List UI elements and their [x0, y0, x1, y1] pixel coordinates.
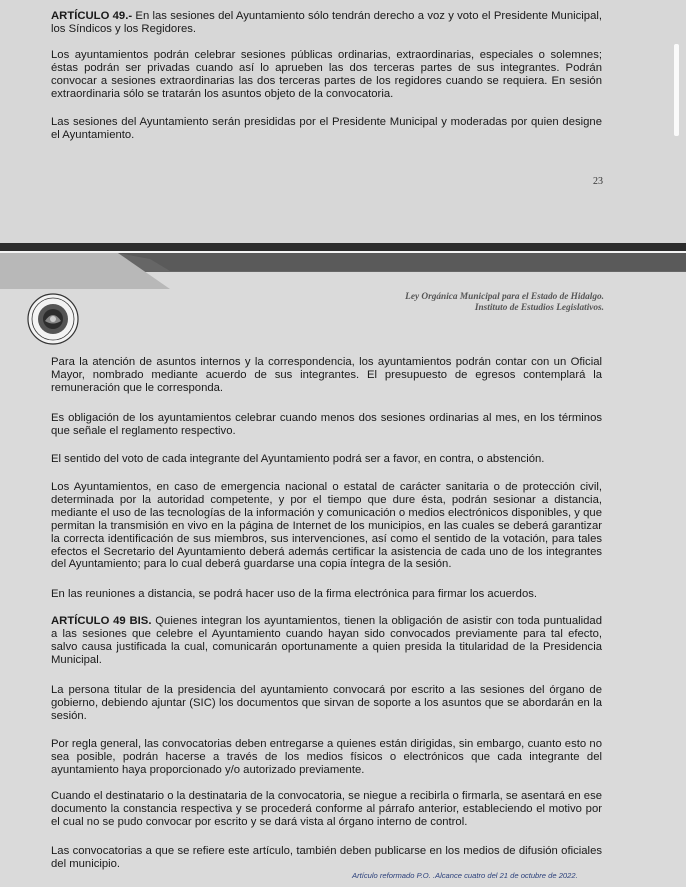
destinatario-paragraph: [51, 790, 602, 829]
page-number: 23: [593, 176, 603, 187]
page-divider-dark-strip: [0, 243, 686, 251]
firma-text: En las reuniones a distancia, se podrá hacer uso de la firma electrónica para firmar los acuerdos.: [51, 588, 538, 600]
firma-paragraph: [51, 588, 602, 601]
reform-footnote: Artículo reformado P.O. .Alcance cuatro del 21 de octubre de 2022.: [352, 871, 578, 880]
publicarse-paragraph: [51, 845, 602, 871]
header-law-title: Ley Orgánica Municipal para el Estado de Hidalgo.: [405, 292, 604, 302]
article-49-heading: ARTÍCULO 49.-: [51, 10, 133, 22]
article-49bis-heading: ARTÍCULO 49 BIS.: [51, 615, 152, 627]
regla-text: Por regla general, las convocatorias deben entregarse a quienes están dirigidas, sin embargo, cuanto esto no sea posible, podrán hacerse a través de los medios físicos o electrónicos que cada integrante del ayuntamiento haya proporcionado y/o autorizado previamente.: [51, 738, 602, 776]
article-49-paragraph: [51, 10, 602, 36]
header-institute: Instituto de Estudios Legislativos.: [474, 303, 604, 313]
page-divider-shape: [0, 253, 686, 289]
titular-paragraph: [51, 684, 602, 723]
sessions-text: Los ayuntamientos podrán celebrar sesiones públicas ordinarias, extraordinarias, especiales o solemnes; éstas podrán ser privadas cuando así lo aprueben las dos terceras partes de sus integrantes. Podrán convocar a sesiones extraordinarias las dos terceras partes de los regidores cuando se requiera. En sesión extraordinaria sólo se tratarán los asuntos objeto de la convocatoria.: [51, 49, 602, 100]
sessions-paragraph: [51, 49, 602, 101]
presided-text: Las sesiones del Ayuntamiento serán presididas por el Presidente Municipal y moderadas por quien designe el Ayuntamiento.: [51, 116, 602, 141]
document-header: [405, 292, 604, 314]
obligacion-paragraph: [51, 412, 602, 438]
emergencia-paragraph: [51, 481, 602, 571]
regla-paragraph: [51, 738, 602, 777]
voto-paragraph: [51, 453, 602, 466]
titular-text: La persona titular de la presidencia del ayuntamiento convocará por escrito a las sesiones del órgano de gobierno, debiendo ajuntar (SIC) los documentos que sirvan de soporte a los asuntos que se abordarán en la sesión.: [51, 684, 602, 722]
obligacion-text: Es obligación de los ayuntamientos celebrar cuando menos dos sesiones ordinarias al mes, en los términos que señale el reglamento respectivo.: [51, 412, 602, 437]
voto-text: El sentido del voto de cada integrante del Ayuntamiento podrá ser a favor, en contra, o abstención.: [51, 453, 545, 465]
article-49-intro: En las sesiones del Ayuntamiento sólo tendrán derecho a voz y voto el Presidente Municipal, los Síndicos y los Regidores.: [51, 10, 603, 35]
institutional-seal-icon: [27, 293, 79, 345]
oficial-mayor-paragraph: [51, 356, 602, 395]
publicarse-text: Las convocatorias a que se refiere este artículo, también deben publicarse en los medios de difusión oficiales del municipio.: [51, 845, 602, 870]
scrollbar-thumb[interactable]: [674, 44, 679, 136]
oficial-mayor-text: Para la atención de asuntos internos y la correspondencia, los ayuntamientos podrán contar con un Oficial Mayor, nombrado mediante acuerdo de sus integrantes. El presupuesto de egresos contemplará la remuneración que le corresponda.: [51, 356, 602, 394]
presided-paragraph: [51, 116, 602, 142]
article-49bis-paragraph: [51, 615, 602, 667]
emergencia-text: Los Ayuntamientos, en caso de emergencia nacional o estatal de carácter sanitaria o de protección civil, determinada por la autoridad competente, y por el tiempo que dure ésta, podrán sesionar a distancia, mediante el uso de las tecnologías de la información y comunicación o medios electrónicos disponibles, y que permitan la transmisión en vivo en la página de Internet de los municipios, en las cuales se deberá garantizar la correcta identificación de sus miembros, sus intervenciones, así como el sentido de la votación, para tales efectos el Secretario del Ayuntamiento deberá además certificar la asistencia de cada uno de los integrantes del Ayuntamiento; para lo cual deberá guardarse una copia íntegra de la sesión.: [51, 481, 602, 571]
article-49bis-body: Quienes integran los ayuntamientos, tienen la obligación de asistir con toda puntualidad a las sesiones que celebre el Ayuntamiento cuando hayan sido convocados previamente para tal efecto, salvo causa justificada la cual, comunicarán oportunamente a quien presida la titularidad de la Presidencia Municipal.: [51, 615, 602, 666]
destinatario-text: Cuando el destinatario o la destinataria de la convocatoria, se niegue a recibirla o firmarla, se asentará en ese documento la constancia respectiva y se procederá conforme al párrafo anterior, estableciendo el motivo por el cual no se pudo convocar por escrito y se dará vista al órgano interno de control.: [51, 790, 602, 828]
